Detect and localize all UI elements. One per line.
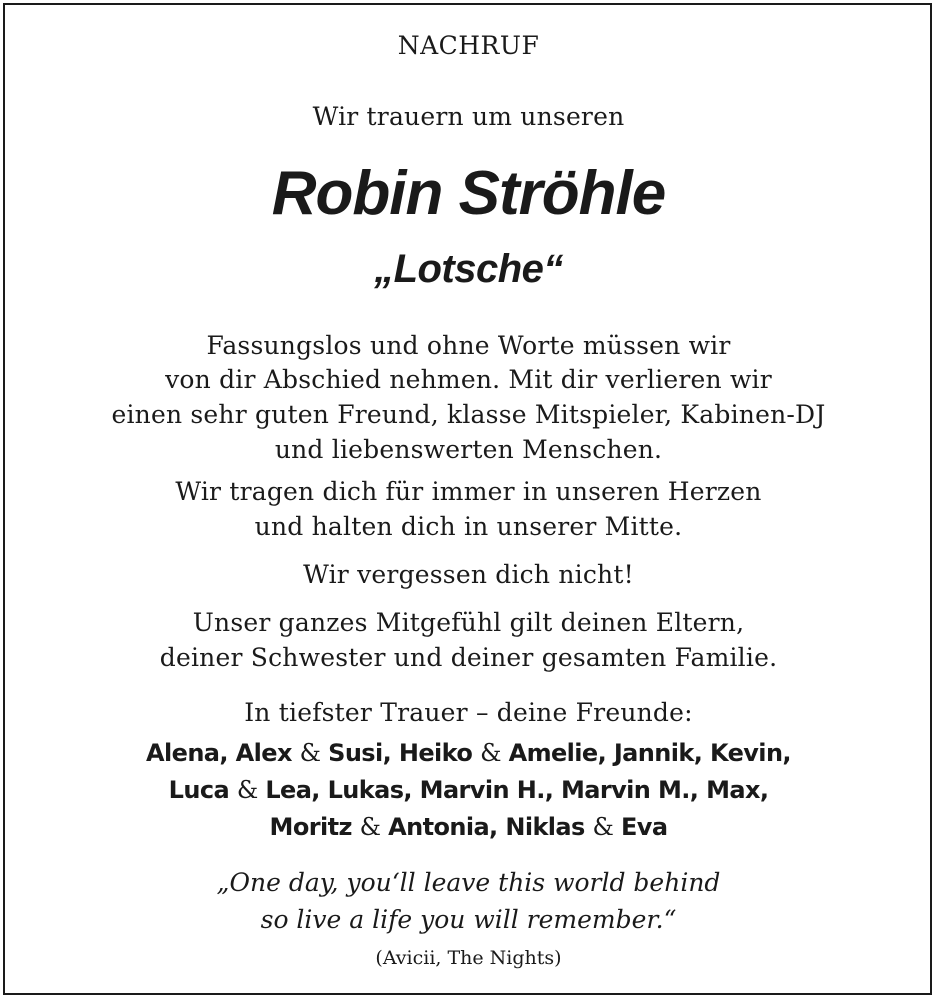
signature-intro: In tiefster Trauer – deine Freunde:: [244, 698, 693, 727]
paragraph-line: und liebenswerten Menschen.: [274, 435, 663, 464]
friend-names: Moritz: [269, 813, 352, 841]
friends-line: [0, 737, 937, 769]
paragraph-remember: Wir vergessen dich nicht!: [303, 560, 634, 589]
ampersand: &: [480, 739, 501, 767]
friend-names: Amelie, Jannik, Kevin,: [508, 739, 791, 767]
friend-names: Susi, Heiko: [328, 739, 473, 767]
paragraph-line: Unser ganzes Mitgefühl gilt deinen Eltern,: [192, 608, 745, 637]
quote-line: so live a life you will remember.“: [260, 905, 677, 934]
paragraph-line: und halten dich in unserer Mitte.: [254, 512, 683, 541]
friend-names: Eva: [621, 813, 668, 841]
friends-line: [0, 774, 937, 806]
ampersand: &: [359, 813, 381, 841]
friend-names: Lea, Lukas, Marvin H., Marvin M., Max,: [265, 776, 769, 804]
paragraph-line: Fassungslos und ohne Worte müssen wir: [206, 331, 731, 360]
quote-source: (Avicii, The Nights): [375, 947, 562, 969]
ampersand: &: [592, 813, 614, 841]
deceased-name: Robin Ströhle: [271, 159, 666, 228]
paragraph-line: einen sehr guten Freund, klasse Mitspieler, Kabinen-DJ: [111, 400, 826, 429]
paragraph-line: deiner Schwester und deiner gesamten Familie.: [159, 643, 778, 672]
quote-line: „One day, you‘ll leave this world behind: [216, 868, 721, 897]
deceased-nickname: „Lotsche“: [374, 247, 563, 291]
friends-line: [0, 811, 937, 843]
ampersand: &: [299, 739, 321, 767]
notice-heading: NACHRUF: [397, 31, 540, 60]
friend-names: Alena, Alex: [146, 739, 292, 767]
friend-names: Luca: [168, 776, 230, 804]
paragraph-line: Wir tragen dich für immer in unseren Herzen: [175, 477, 762, 506]
intro-text: Wir trauern um unseren: [312, 102, 625, 131]
paragraph-line: von dir Abschied nehmen. Mit dir verlieren wir: [165, 365, 772, 394]
ampersand: &: [236, 776, 258, 804]
friend-names: Antonia, Niklas: [388, 813, 585, 841]
